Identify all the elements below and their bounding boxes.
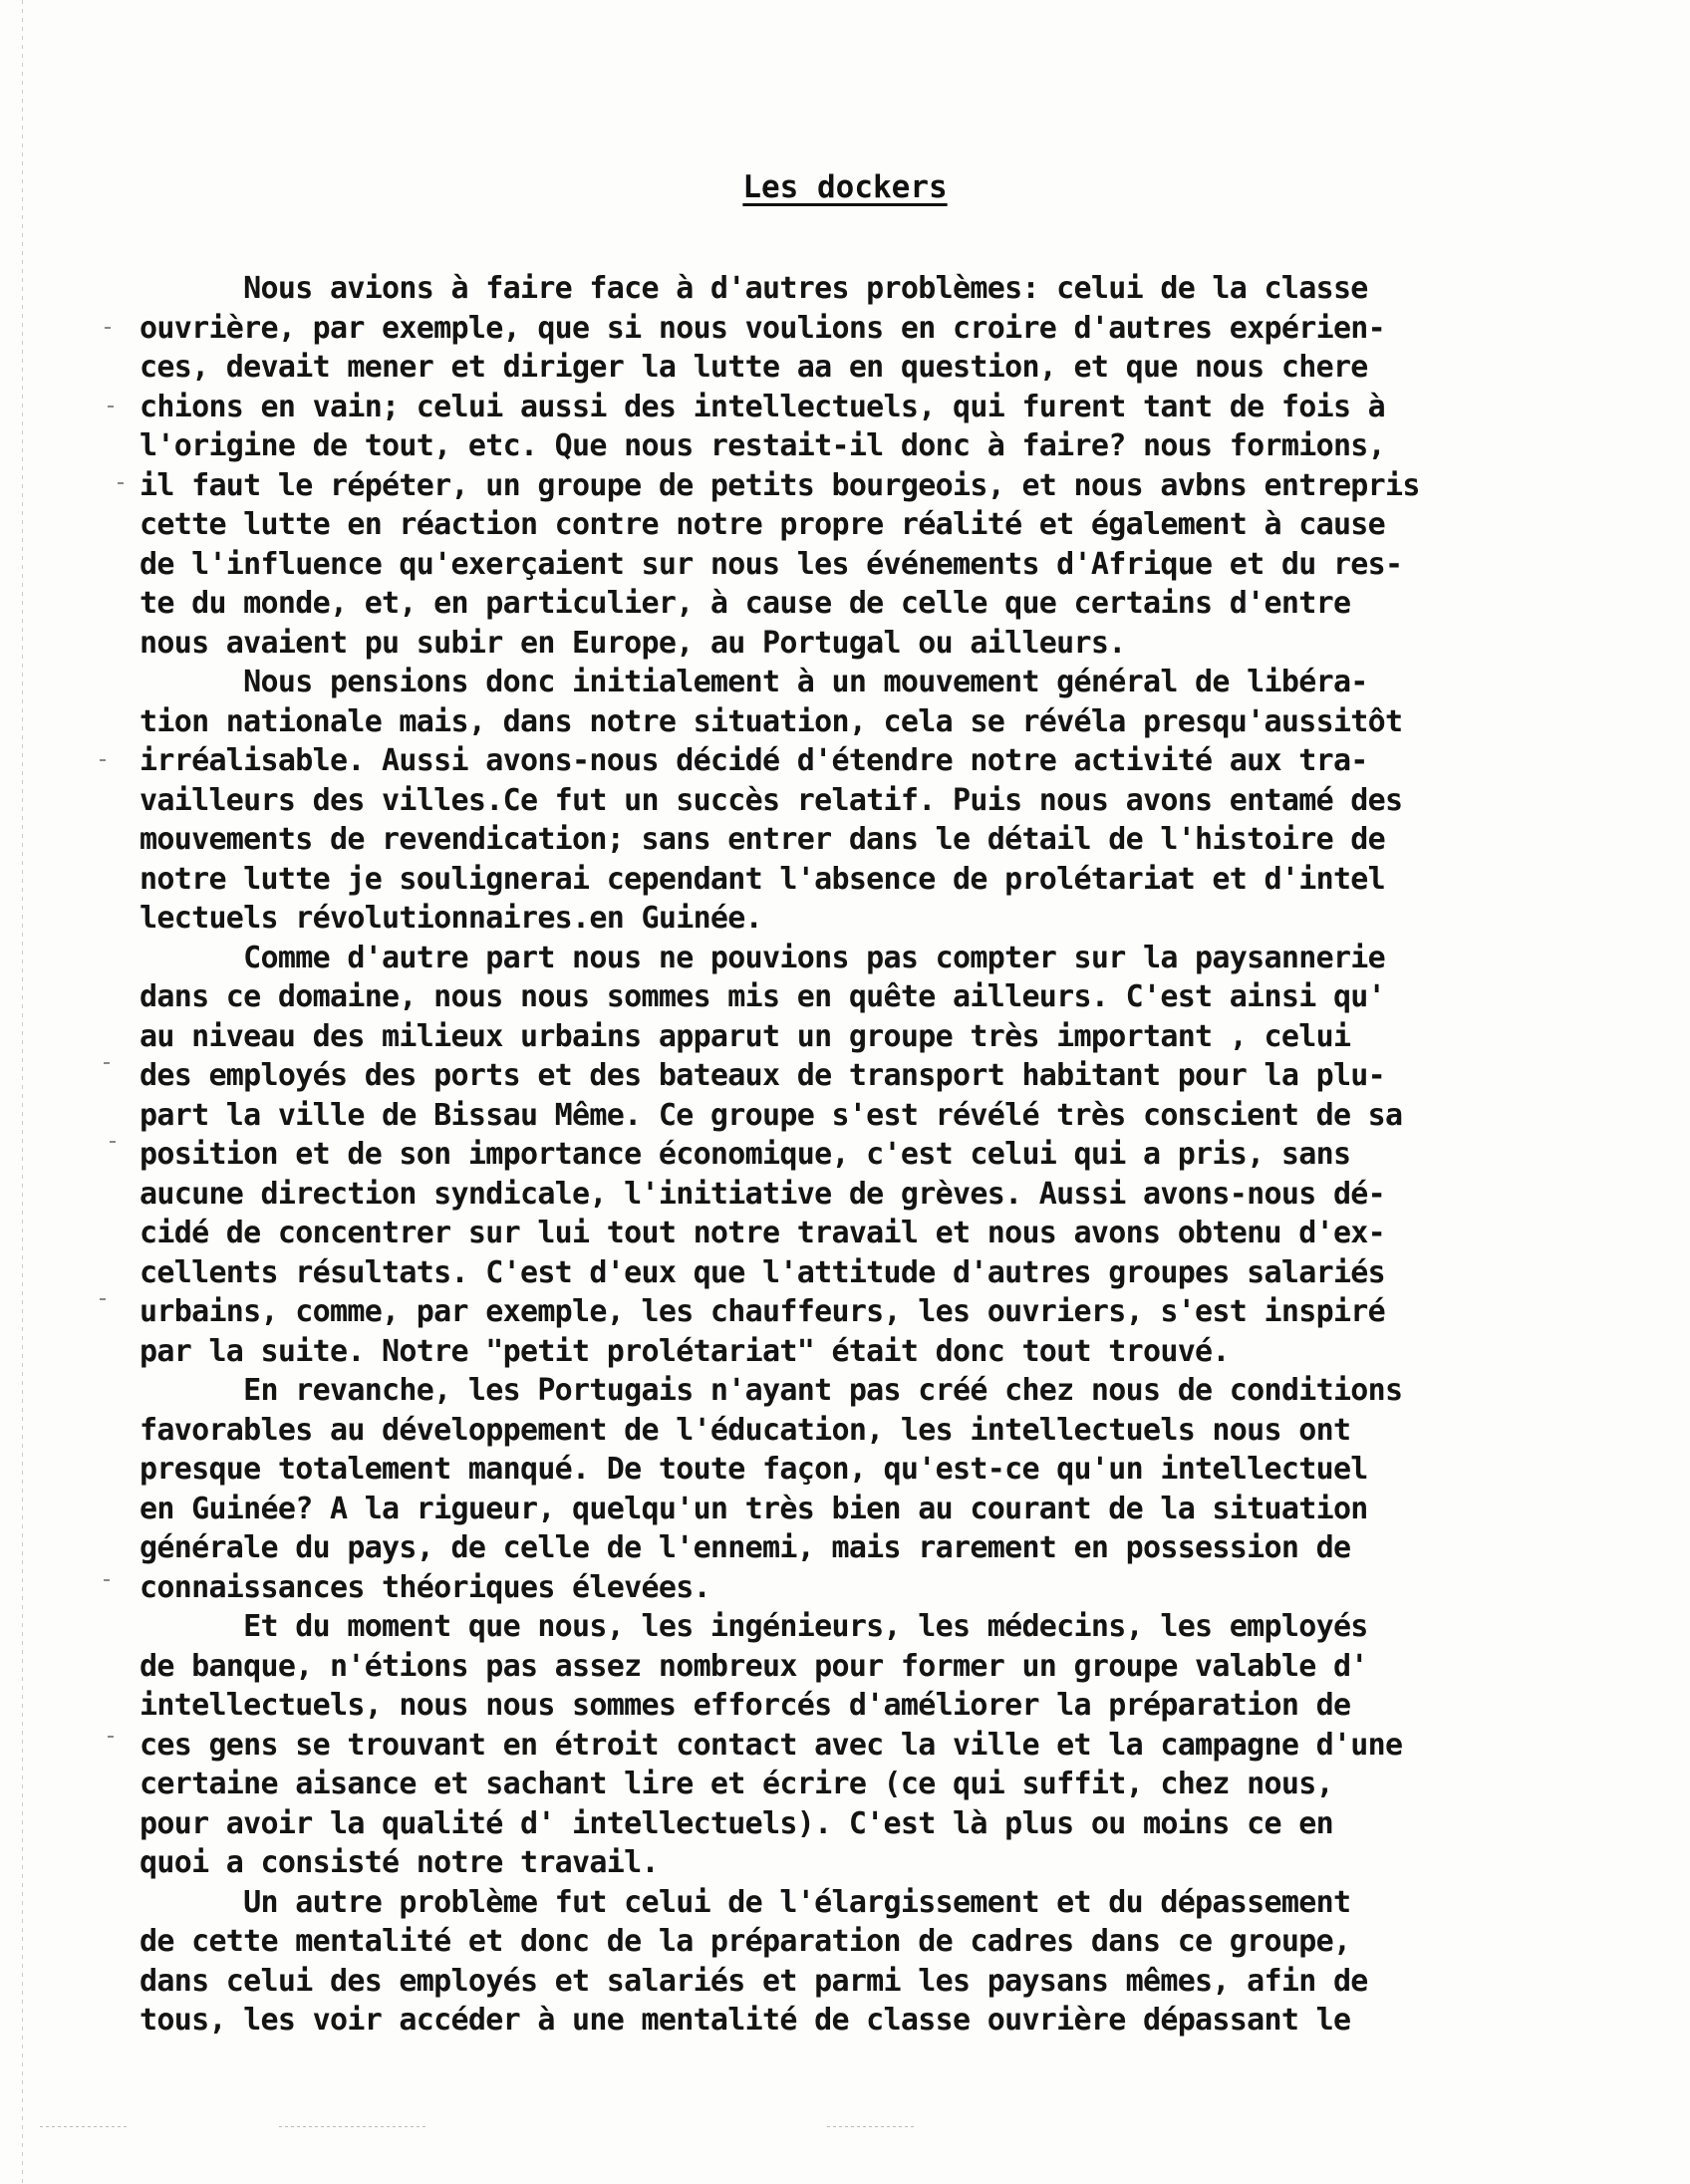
margin-mark bbox=[110, 1141, 116, 1143]
text-line: de cette mentalité et donc de la préparation de cadres dans ce groupe, bbox=[140, 1924, 1351, 1959]
text-line: Un autre problème fut celui de l'élargissement et du dépassement bbox=[140, 1884, 1351, 1920]
page-title: Les dockers bbox=[742, 169, 948, 205]
text-line: pour avoir la qualité d' intellectuels). C'est là plus ou moins ce en bbox=[140, 1805, 1333, 1841]
footer-rule bbox=[40, 2126, 130, 2127]
margin-mark bbox=[100, 759, 106, 761]
text-line: au niveau des milieux urbains apparut un groupe très important , celui bbox=[140, 1018, 1351, 1054]
text-line: générale du pays, de celle de l'ennemi, mais rarement en possession de bbox=[140, 1530, 1351, 1565]
text-line: mouvements de revendication; sans entrer dans le détail de l'histoire de bbox=[140, 822, 1386, 857]
text-line: dans ce domaine, nous nous sommes mis en quête ailleurs. C'est ainsi qu' bbox=[140, 979, 1386, 1014]
text-line: urbains, comme, par exemple, les chauffeurs, les ouvriers, s'est inspiré bbox=[140, 1294, 1386, 1329]
text-line: irréalisable. Aussi avons-nous décidé d'étendre notre activité aux tra- bbox=[140, 743, 1368, 778]
margin-mark bbox=[108, 406, 114, 408]
text-line: Nous pensions donc initialement à un mouvement général de libéra- bbox=[140, 665, 1368, 699]
text-line: part la ville de Bissau Même. Ce groupe s'est révélé très conscient de sa bbox=[140, 1097, 1403, 1133]
text-line: cidé de concentrer sur lui tout notre travail et nous avons obtenu d'ex- bbox=[140, 1216, 1386, 1250]
text-line: Nous avions à faire face à d'autres problèmes: celui de la classe bbox=[140, 271, 1368, 306]
text-line: tous, les voir accéder à une mentalité de classe ouvrière dépassant le bbox=[140, 2003, 1351, 2038]
text-line: notre lutte je soulignerai cependant l'absence de prolétariat et d'intel bbox=[140, 861, 1386, 897]
text-line: de l'influence qu'exerçaient sur nous les événements d'Afrique et du res- bbox=[140, 546, 1403, 582]
text-line: ces gens se trouvant en étroit contact avec la ville et la campagne d'une bbox=[140, 1727, 1403, 1763]
text-line: Comme d'autre part nous ne pouvions pas compter sur la paysannerie bbox=[140, 940, 1386, 975]
text-line: ouvrière, par exemple, que si nous voulions en croire d'autres expérien- bbox=[140, 310, 1386, 346]
text-line: chions en vain; celui aussi des intellectuels, qui furent tant de fois à bbox=[140, 389, 1386, 424]
text-line: de banque, n'étions pas assez nombreux pour former un groupe valable d' bbox=[140, 1648, 1368, 1684]
text-line: cette lutte en réaction contre notre propre réalité et également à cause bbox=[140, 507, 1386, 542]
text-line: l'origine de tout, etc. Que nous restait-il donc à faire? nous formions, bbox=[140, 428, 1386, 463]
text-line: presque totalement manqué. De toute façon, qu'est-ce qu'un intellectuel bbox=[140, 1452, 1368, 1487]
text-line: lectuels révolutionnaires.en Guinée. bbox=[140, 901, 763, 936]
text-line: quoi a consisté notre travail. bbox=[140, 1845, 659, 1880]
text-line: il faut le répéter, un groupe de petits bourgeois, et nous avbns entrepris bbox=[140, 467, 1420, 503]
text-line: par la suite. Notre "petit prolétariat" était donc tout trouvé. bbox=[140, 1333, 1230, 1369]
text-line: En revanche, les Portugais n'ayant pas créé chez nous de conditions bbox=[140, 1373, 1403, 1408]
text-line: nous avaient pu subir en Europe, au Portugal ou ailleurs. bbox=[140, 625, 1126, 661]
text-line: des employés des ports et des bateaux de transport habitant pour la plu- bbox=[140, 1058, 1386, 1093]
margin-mark bbox=[108, 1736, 114, 1738]
text-line: favorables au développement de l'éducation, les intellectuels nous ont bbox=[140, 1412, 1351, 1448]
text-line: Et du moment que nous, les ingénieurs, les médecins, les employés bbox=[140, 1609, 1368, 1644]
page-edge-shadow bbox=[22, 0, 23, 2184]
text-line: aucune direction syndicale, l'initiative de grèves. Aussi avons-nous dé- bbox=[140, 1176, 1386, 1212]
margin-mark bbox=[100, 1298, 106, 1300]
text-line: te du monde, et, en particulier, à cause de celle que certains d'entre bbox=[140, 586, 1351, 621]
text-line: vailleurs des villes.Ce fut un succès relatif. Puis nous avons entamé des bbox=[140, 782, 1403, 818]
margin-mark bbox=[118, 482, 124, 484]
text-line: cellents résultats. C'est d'eux que l'attitude d'autres groupes salariés bbox=[140, 1254, 1386, 1290]
text-line: certaine aisance et sachant lire et écrire (ce qui suffit, chez nous, bbox=[140, 1767, 1333, 1801]
text-line: ces, devait mener et diriger la lutte aa en question, et que nous chere bbox=[140, 350, 1368, 385]
margin-mark bbox=[105, 327, 111, 329]
text-line: intellectuels, nous nous sommes efforcés d'améliorer la préparation de bbox=[140, 1688, 1351, 1723]
text-line: position et de son importance économique, c'est celui qui a pris, sans bbox=[140, 1137, 1351, 1172]
footer-rule bbox=[279, 2126, 428, 2127]
text-line: en Guinée? A la rigueur, quelqu'un très bien au courant de la situation bbox=[140, 1491, 1368, 1526]
text-line: dans celui des employés et salariés et parmi les paysans mêmes, afin de bbox=[140, 1963, 1368, 1999]
text-line: connaissances théoriques élevées. bbox=[140, 1569, 710, 1605]
margin-mark bbox=[104, 1062, 110, 1064]
text-line: tion nationale mais, dans notre situation, cela se révéla presqu'aussitôt bbox=[140, 703, 1403, 739]
body-text bbox=[140, 269, 1690, 2041]
footer-rule bbox=[827, 2126, 917, 2127]
margin-mark bbox=[104, 1579, 110, 1581]
